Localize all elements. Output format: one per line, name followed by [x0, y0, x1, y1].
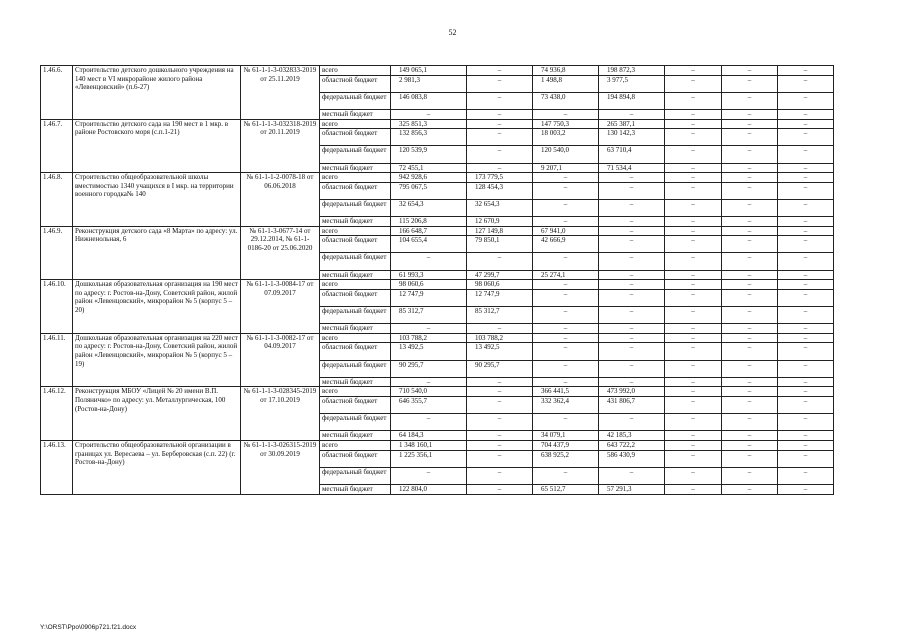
amount-cell: – [599, 253, 665, 270]
table-row [41, 66, 834, 76]
project-name: Строительство детского сада на 190 мест в 1 мкр. в районе Ростовского моря (с.п.1-21) [73, 119, 241, 173]
amount-cell: – [665, 333, 722, 343]
amount-cell: – [722, 414, 778, 431]
amount-cell: 25 274,1 [533, 270, 599, 280]
amount-cell: – [467, 414, 533, 431]
amount-cell: – [665, 289, 722, 306]
amount-cell: – [722, 66, 778, 76]
amount-cell: – [665, 129, 722, 146]
amount-cell: – [778, 289, 834, 306]
amount-cell: – [722, 343, 778, 360]
project-name: Реконструкция МБОУ «Лицей № 20 имени В.П. Поляничко» по адресу: ул. Металлургическая, 100 (Ростов-на-Дону) [73, 387, 241, 441]
amount-cell: 9 207,1 [533, 163, 599, 173]
amount-cell: 646 355,7 [391, 396, 467, 413]
amount-cell: 98 060,6 [467, 280, 533, 290]
amount-cell: – [533, 253, 599, 270]
amount-cell: 64 184,3 [391, 431, 467, 441]
amount-cell: 72 455,1 [391, 163, 467, 173]
funding-source: местный бюджет [320, 431, 391, 441]
amount-cell: – [599, 199, 665, 216]
amount-cell: 61 993,3 [391, 270, 467, 280]
amount-cell: – [778, 467, 834, 484]
amount-cell: – [599, 182, 665, 199]
amount-cell: 13 492,5 [391, 343, 467, 360]
amount-cell: 325 851,3 [391, 119, 467, 129]
amount-cell: – [391, 253, 467, 270]
project-number: 1.46.13. [41, 440, 73, 494]
project-number: 1.46.8. [41, 173, 73, 227]
amount-cell: – [665, 270, 722, 280]
amount-cell: 47 299,7 [467, 270, 533, 280]
funding-source: всего [320, 440, 391, 450]
table-row [41, 226, 834, 236]
amount-cell: – [778, 307, 834, 324]
amount-cell: 85 312,7 [391, 307, 467, 324]
amount-cell: 132 856,3 [391, 129, 467, 146]
project-number: 1.46.9. [41, 226, 73, 280]
amount-cell: – [467, 484, 533, 494]
amount-cell: – [533, 467, 599, 484]
amount-cell: – [533, 324, 599, 334]
amount-cell: – [533, 182, 599, 199]
table-row [41, 173, 834, 183]
amount-cell: – [778, 226, 834, 236]
amount-cell: – [391, 109, 467, 119]
expertise-document: № 61-1-1-3-028345-2019 от 17.10.2019 [241, 387, 320, 441]
amount-cell: – [533, 343, 599, 360]
funding-source: областной бюджет [320, 289, 391, 306]
amount-cell: – [665, 182, 722, 199]
amount-cell: – [467, 396, 533, 413]
amount-cell: – [722, 253, 778, 270]
expertise-document: № 61-1-1-2-0078-18 от 06.06.2018 [241, 173, 320, 227]
amount-cell: – [665, 324, 722, 334]
amount-cell: – [391, 324, 467, 334]
amount-cell: – [599, 467, 665, 484]
table-row [41, 387, 834, 397]
amount-cell: 103 788,2 [467, 333, 533, 343]
table-row [41, 119, 834, 129]
amount-cell: – [722, 75, 778, 92]
amount-cell: – [665, 396, 722, 413]
table-row [41, 280, 834, 290]
funding-source: областной бюджет [320, 343, 391, 360]
amount-cell: – [467, 324, 533, 334]
amount-cell: – [778, 146, 834, 163]
amount-cell: – [599, 226, 665, 236]
amount-cell: 638 925,2 [533, 450, 599, 467]
amount-cell: – [722, 270, 778, 280]
amount-cell: – [722, 163, 778, 173]
funding-source: областной бюджет [320, 182, 391, 199]
amount-cell: – [665, 360, 722, 377]
funding-source: федеральный бюджет [320, 253, 391, 270]
funding-source: местный бюджет [320, 270, 391, 280]
amount-cell: 12 747,9 [391, 289, 467, 306]
amount-cell: – [778, 182, 834, 199]
amount-cell: – [665, 109, 722, 119]
amount-cell: – [391, 377, 467, 387]
funding-source: федеральный бюджет [320, 414, 391, 431]
amount-cell: 710 540,0 [391, 387, 467, 397]
amount-cell: – [467, 431, 533, 441]
funding-source: федеральный бюджет [320, 467, 391, 484]
amount-cell: – [599, 289, 665, 306]
funding-source: федеральный бюджет [320, 92, 391, 109]
funding-source: местный бюджет [320, 377, 391, 387]
amount-cell: – [665, 146, 722, 163]
amount-cell: – [533, 289, 599, 306]
amount-cell: 3 977,5 [599, 75, 665, 92]
amount-cell: 42 666,9 [533, 236, 599, 253]
amount-cell: – [467, 109, 533, 119]
amount-cell: – [467, 387, 533, 397]
amount-cell: – [665, 226, 722, 236]
amount-cell: – [722, 109, 778, 119]
amount-cell: – [665, 66, 722, 76]
amount-cell: – [665, 387, 722, 397]
amount-cell: – [665, 467, 722, 484]
amount-cell: 2 981,3 [391, 75, 467, 92]
amount-cell: 1 225 356,1 [391, 450, 467, 467]
amount-cell: 173 779,5 [467, 173, 533, 183]
page-number: 52 [448, 28, 457, 37]
funding-source: местный бюджет [320, 163, 391, 173]
project-number: 1.46.7. [41, 119, 73, 173]
amount-cell: – [778, 173, 834, 183]
file-path-footer: Y:\ORST\Ppo\0906p721.f21.docx [40, 624, 137, 631]
amount-cell: – [467, 129, 533, 146]
amount-cell: 265 387,1 [599, 119, 665, 129]
amount-cell: – [778, 431, 834, 441]
amount-cell: 332 362,4 [533, 396, 599, 413]
expertise-document: № 61-1-1-3-026315-2019 от 30.09.2019 [241, 440, 320, 494]
amount-cell: – [722, 289, 778, 306]
amount-cell: 104 655,4 [391, 236, 467, 253]
amount-cell: – [599, 109, 665, 119]
amount-cell: – [467, 66, 533, 76]
amount-cell: – [665, 236, 722, 253]
amount-cell: 42 185,3 [599, 431, 665, 441]
amount-cell: 13 492,5 [467, 343, 533, 360]
amount-cell: – [722, 226, 778, 236]
amount-cell: 65 512,7 [533, 484, 599, 494]
amount-cell: – [722, 217, 778, 227]
amount-cell: – [665, 484, 722, 494]
amount-cell: – [599, 236, 665, 253]
amount-cell: – [778, 414, 834, 431]
amount-cell: – [599, 343, 665, 360]
table-row [41, 440, 834, 450]
amount-cell: – [391, 414, 467, 431]
funding-source: всего [320, 333, 391, 343]
amount-cell: – [599, 324, 665, 334]
amount-cell: – [722, 129, 778, 146]
amount-cell: – [722, 307, 778, 324]
amount-cell: – [722, 236, 778, 253]
amount-cell: – [722, 92, 778, 109]
amount-cell: – [722, 467, 778, 484]
amount-cell: – [665, 377, 722, 387]
amount-cell: – [722, 440, 778, 450]
amount-cell: 103 788,2 [391, 333, 467, 343]
amount-cell: – [778, 236, 834, 253]
amount-cell: – [778, 199, 834, 216]
amount-cell: – [665, 199, 722, 216]
amount-cell: – [722, 396, 778, 413]
amount-cell: – [722, 377, 778, 387]
amount-cell: 128 454,3 [467, 182, 533, 199]
amount-cell: 166 648,7 [391, 226, 467, 236]
funding-source: федеральный бюджет [320, 146, 391, 163]
funding-source: всего [320, 66, 391, 76]
amount-cell: 147 750,3 [533, 119, 599, 129]
amount-cell: 120 540,0 [533, 146, 599, 163]
expertise-document: № 61-1-3-0677-14 от 29.12.2014, № 61-1-0186-20 от 25.06.2020 [241, 226, 320, 280]
amount-cell: – [778, 92, 834, 109]
amount-cell: – [778, 377, 834, 387]
amount-cell: – [665, 307, 722, 324]
project-name: Строительство общеобразовательной школы вместимостью 1340 учащихся в I мкр. на территории военного городка№ 140 [73, 173, 241, 227]
amount-cell: – [665, 75, 722, 92]
amount-cell: 473 992,0 [599, 387, 665, 397]
amount-cell: 586 430,9 [599, 450, 665, 467]
amount-cell: – [778, 360, 834, 377]
amount-cell: – [722, 146, 778, 163]
funding-source: местный бюджет [320, 324, 391, 334]
amount-cell: – [533, 199, 599, 216]
amount-cell: – [599, 307, 665, 324]
amount-cell: – [778, 324, 834, 334]
amount-cell: 1 348 160,1 [391, 440, 467, 450]
funding-source: федеральный бюджет [320, 307, 391, 324]
amount-cell: – [778, 109, 834, 119]
amount-cell: – [665, 92, 722, 109]
amount-cell: – [599, 217, 665, 227]
project-name: Дошкольная образовательная организация на 220 мест по адресу: г. Ростов-на-Дону, Советский район, жилой район «Левенцовский», микрорайон № 5 (корпус 5 – 19) [73, 333, 241, 387]
amount-cell: – [722, 199, 778, 216]
amount-cell: 32 654,3 [467, 199, 533, 216]
amount-cell: – [467, 467, 533, 484]
amount-cell: – [778, 163, 834, 173]
amount-cell: 98 060,6 [391, 280, 467, 290]
amount-cell: – [778, 280, 834, 290]
amount-cell: – [665, 343, 722, 360]
amount-cell: 71 534,4 [599, 163, 665, 173]
amount-cell: – [665, 217, 722, 227]
amount-cell: 130 142,3 [599, 129, 665, 146]
amount-cell: 149 065,1 [391, 66, 467, 76]
amount-cell: – [722, 431, 778, 441]
funding-source: местный бюджет [320, 484, 391, 494]
amount-cell: 194 894,8 [599, 92, 665, 109]
amount-cell: 198 872,3 [599, 66, 665, 76]
amount-cell: 90 295,7 [467, 360, 533, 377]
amount-cell: – [778, 75, 834, 92]
amount-cell: 120 539,9 [391, 146, 467, 163]
funding-source: областной бюджет [320, 75, 391, 92]
amount-cell: – [722, 182, 778, 199]
funding-source: областной бюджет [320, 450, 391, 467]
amount-cell: – [665, 414, 722, 431]
amount-cell: 127 149,8 [467, 226, 533, 236]
amount-cell: – [778, 440, 834, 450]
amount-cell: – [533, 414, 599, 431]
funding-source: всего [320, 173, 391, 183]
amount-cell: 74 936,8 [533, 66, 599, 76]
amount-cell: – [665, 253, 722, 270]
amount-cell: – [467, 440, 533, 450]
amount-cell: 115 206,8 [391, 217, 467, 227]
expertise-document: № 61-1-1-3-0082-17 от 04.09.2017 [241, 333, 320, 387]
amount-cell: – [533, 307, 599, 324]
amount-cell: – [533, 333, 599, 343]
project-number: 1.46.10. [41, 280, 73, 334]
funding-source: федеральный бюджет [320, 199, 391, 216]
amount-cell: – [467, 146, 533, 163]
amount-cell: – [467, 119, 533, 129]
amount-cell: – [722, 484, 778, 494]
funding-source: областной бюджет [320, 396, 391, 413]
expertise-document: № 61-1-1-3-0084-17 от 07.09.2017 [241, 280, 320, 334]
amount-cell: – [778, 119, 834, 129]
amount-cell: 79 850,1 [467, 236, 533, 253]
funding-source: всего [320, 226, 391, 236]
amount-cell: – [599, 414, 665, 431]
amount-cell: – [533, 109, 599, 119]
amount-cell: – [599, 360, 665, 377]
amount-cell: – [778, 270, 834, 280]
amount-cell: 18 003,2 [533, 129, 599, 146]
amount-cell: – [467, 377, 533, 387]
amount-cell: – [533, 360, 599, 377]
amount-cell: 942 928,6 [391, 173, 467, 183]
amount-cell: – [467, 450, 533, 467]
amount-cell: 146 083,8 [391, 92, 467, 109]
project-number: 1.46.12. [41, 387, 73, 441]
funding-source: областной бюджет [320, 236, 391, 253]
funding-source: всего [320, 280, 391, 290]
amount-cell: 63 710,4 [599, 146, 665, 163]
amount-cell: – [599, 270, 665, 280]
expertise-document: № 61-1-1-3-032833-2019 от 25.11.2019 [241, 66, 320, 120]
funding-source: федеральный бюджет [320, 360, 391, 377]
amount-cell: – [665, 173, 722, 183]
amount-cell: – [533, 280, 599, 290]
budget-table [40, 65, 834, 495]
amount-cell: – [778, 396, 834, 413]
amount-cell: – [391, 467, 467, 484]
funding-source: местный бюджет [320, 109, 391, 119]
amount-cell: – [722, 450, 778, 467]
amount-cell: 90 295,7 [391, 360, 467, 377]
funding-source: всего [320, 119, 391, 129]
amount-cell: 85 312,7 [467, 307, 533, 324]
amount-cell: – [722, 280, 778, 290]
funding-source: всего [320, 387, 391, 397]
amount-cell: – [467, 163, 533, 173]
project-number: 1.46.11. [41, 333, 73, 387]
project-name: Строительство общеобразовательной организации в границах ул. Вересаева – ул. Берберовская (с.п. 22) (г. Ростов-на-Дону) [73, 440, 241, 494]
amount-cell: 643 722,2 [599, 440, 665, 450]
amount-cell: – [467, 253, 533, 270]
amount-cell: 795 067,5 [391, 182, 467, 199]
amount-cell: – [778, 450, 834, 467]
amount-cell: – [778, 217, 834, 227]
amount-cell: – [665, 450, 722, 467]
amount-cell: – [599, 333, 665, 343]
expertise-document: № 61-1-1-3-032318-2019 от 20.11.2019 [241, 119, 320, 173]
amount-cell: – [722, 333, 778, 343]
amount-cell: – [665, 163, 722, 173]
funding-source: местный бюджет [320, 217, 391, 227]
table-row [41, 333, 834, 343]
project-name: Реконструкция детского сада «8 Марта» по адресу: ул. Нижненольная, 6 [73, 226, 241, 280]
amount-cell: – [722, 119, 778, 129]
amount-cell: 366 441,5 [533, 387, 599, 397]
amount-cell: – [599, 377, 665, 387]
amount-cell: – [665, 280, 722, 290]
amount-cell: – [722, 324, 778, 334]
amount-cell: 67 941,0 [533, 226, 599, 236]
amount-cell: 12 670,9 [467, 217, 533, 227]
amount-cell: – [778, 66, 834, 76]
amount-cell: 704 437,9 [533, 440, 599, 450]
amount-cell: 34 079,1 [533, 431, 599, 441]
amount-cell: – [665, 119, 722, 129]
funding-source: областной бюджет [320, 129, 391, 146]
amount-cell: 73 438,0 [533, 92, 599, 109]
project-name: Дошкольная образовательная организация на 190 мест по адресу: г. Ростов-на-Дону, Советский район, жилой район «Левенцовский», микрорайон № 5 (корпус 5 – 20) [73, 280, 241, 334]
amount-cell: – [722, 173, 778, 183]
project-number: 1.46.6. [41, 66, 73, 120]
amount-cell: – [533, 217, 599, 227]
project-name: Строительство детского дошкольного учреждения на 140 мест в VI микрорайоне жилого района «Левенцовский» (п.6-27) [73, 66, 241, 120]
amount-cell: – [778, 333, 834, 343]
amount-cell: – [599, 280, 665, 290]
amount-cell: – [665, 440, 722, 450]
amount-cell: – [722, 360, 778, 377]
amount-cell: – [778, 253, 834, 270]
amount-cell: – [778, 387, 834, 397]
amount-cell: – [467, 92, 533, 109]
amount-cell: – [467, 75, 533, 92]
amount-cell: – [778, 343, 834, 360]
amount-cell: – [665, 431, 722, 441]
amount-cell: 1 498,8 [533, 75, 599, 92]
amount-cell: – [778, 484, 834, 494]
amount-cell: 32 654,3 [391, 199, 467, 216]
amount-cell: 122 804,0 [391, 484, 467, 494]
amount-cell: – [533, 173, 599, 183]
amount-cell: – [778, 129, 834, 146]
amount-cell: 12 747,9 [467, 289, 533, 306]
amount-cell: 431 806,7 [599, 396, 665, 413]
amount-cell: – [722, 387, 778, 397]
amount-cell: – [533, 377, 599, 387]
amount-cell: 57 291,3 [599, 484, 665, 494]
amount-cell: – [599, 173, 665, 183]
